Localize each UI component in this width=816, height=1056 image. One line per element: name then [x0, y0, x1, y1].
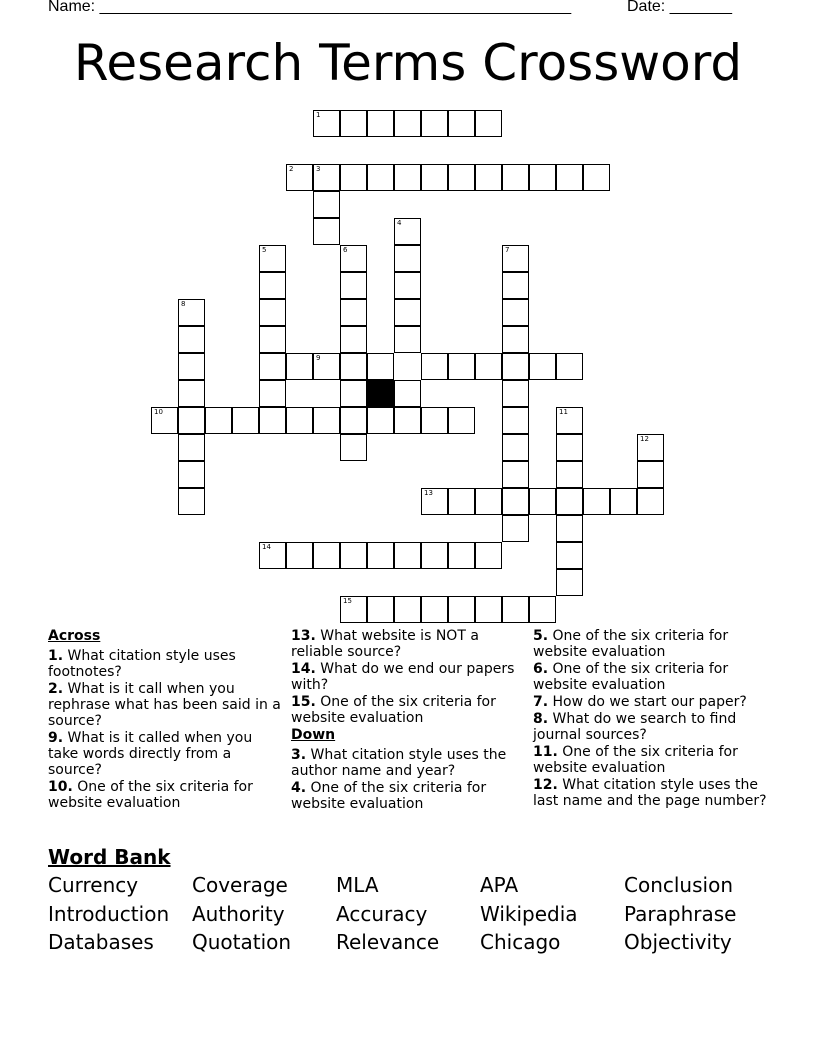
crossword-cell[interactable]	[610, 488, 637, 515]
clue-number: 13.	[291, 628, 316, 644]
crossword-cell[interactable]	[340, 164, 367, 191]
crossword-cell[interactable]	[421, 407, 448, 434]
crossword-cell[interactable]	[394, 380, 421, 407]
clue-number: 11.	[533, 744, 558, 760]
crossword-cell[interactable]	[178, 434, 205, 461]
crossword-cell[interactable]	[448, 488, 475, 515]
word-bank-item: Objectivity	[624, 930, 732, 954]
clue-text: What citation style uses the author name and year?	[291, 747, 507, 779]
clues-column-3	[533, 628, 769, 810]
clue-text: One of the six criteria for website evaluation	[533, 628, 729, 660]
crossword-cell[interactable]	[259, 542, 286, 569]
clue-number: 7.	[533, 694, 549, 710]
clue-down	[533, 628, 769, 660]
clue-number-label: 10	[154, 408, 163, 416]
clue-text: What website is NOT a reliable source?	[291, 628, 479, 660]
crossword-cell[interactable]	[259, 245, 286, 272]
clue-down	[533, 694, 769, 710]
crossword-cell[interactable]	[421, 110, 448, 137]
crossword-cell[interactable]	[178, 299, 205, 326]
crossword-cell[interactable]	[448, 353, 475, 380]
crossword-cell[interactable]	[529, 353, 556, 380]
clue-text: What citation style uses footnotes?	[48, 648, 236, 680]
clue-down	[291, 780, 527, 812]
crossword-cell[interactable]	[502, 488, 529, 515]
crossword-cell[interactable]	[394, 110, 421, 137]
crossword-cell[interactable]	[421, 542, 448, 569]
crossword-cell[interactable]	[367, 407, 394, 434]
crossword-cell[interactable]	[502, 245, 529, 272]
crossword-cell[interactable]	[556, 488, 583, 515]
clue-text: How do we start our paper?	[552, 694, 747, 710]
word-bank-item: Paraphrase	[624, 902, 737, 926]
clue-text: What do we end our papers with?	[291, 661, 515, 693]
clue-number-label: 6	[343, 246, 348, 254]
clue-across	[291, 628, 527, 660]
crossword-cell[interactable]	[340, 353, 367, 380]
word-bank-item: Relevance	[336, 930, 440, 954]
crossword-cell[interactable]	[529, 488, 556, 515]
crossword-cell[interactable]	[448, 596, 475, 623]
clue-number: 4.	[291, 780, 307, 796]
clue-number-label: 1	[316, 111, 321, 119]
crossword-cell[interactable]	[394, 299, 421, 326]
crossword-cell[interactable]	[205, 407, 232, 434]
clue-text: What is it call when you rephrase what has been said in a source?	[48, 681, 281, 729]
clue-number: 9.	[48, 730, 64, 746]
clue-number: 5.	[533, 628, 549, 644]
crossword-cell[interactable]	[475, 164, 502, 191]
word-bank-item: Introduction	[48, 902, 170, 926]
crossword-cell[interactable]	[583, 488, 610, 515]
crossword-cell[interactable]	[475, 488, 502, 515]
clue-down	[291, 747, 527, 779]
word-bank-item: Currency	[48, 873, 139, 897]
date-field-label: Date: _______	[627, 0, 732, 15]
crossword-cell[interactable]	[340, 110, 367, 137]
crossword-cell[interactable]	[583, 164, 610, 191]
clue-number-label: 9	[316, 354, 321, 362]
clue-text: One of the six criteria for website evaluation	[48, 779, 253, 811]
crossword-cell[interactable]	[178, 353, 205, 380]
crossword-cell[interactable]	[502, 596, 529, 623]
clue-number-label: 2	[289, 165, 294, 173]
crossword-cell[interactable]	[394, 326, 421, 353]
clue-number: 3.	[291, 747, 307, 763]
word-bank-item: Conclusion	[624, 873, 733, 897]
crossword-cell[interactable]	[502, 461, 529, 488]
crossword-cell[interactable]	[502, 299, 529, 326]
crossword-cell[interactable]	[259, 380, 286, 407]
crossword-cell[interactable]	[367, 353, 394, 380]
crossword-cell[interactable]	[340, 596, 367, 623]
clue-text: One of the six criteria for website evaluation	[533, 744, 738, 776]
crossword-cell[interactable]	[394, 164, 421, 191]
crossword-black-square	[367, 380, 394, 407]
crossword-cell[interactable]	[394, 245, 421, 272]
word-bank-item: APA	[480, 873, 519, 897]
clue-number-label: 3	[316, 165, 321, 173]
clue-number-label: 4	[397, 219, 402, 227]
crossword-cell[interactable]	[502, 515, 529, 542]
crossword-cell[interactable]	[556, 569, 583, 596]
crossword-cell[interactable]	[394, 407, 421, 434]
crossword-cell[interactable]	[367, 110, 394, 137]
word-bank-item: Chicago	[480, 930, 561, 954]
clue-text: One of the six criteria for website evaluation	[291, 780, 487, 812]
down-heading: Down	[291, 727, 336, 743]
crossword-cell[interactable]	[340, 272, 367, 299]
crossword-cell[interactable]	[286, 542, 313, 569]
crossword-cell[interactable]	[394, 542, 421, 569]
crossword-cell[interactable]	[340, 407, 367, 434]
clue-down	[533, 661, 769, 693]
crossword-cell[interactable]	[421, 488, 448, 515]
clue-number: 12.	[533, 777, 558, 793]
crossword-cell[interactable]	[340, 299, 367, 326]
clue-number-label: 5	[262, 246, 267, 254]
clue-number: 8.	[533, 711, 549, 727]
clue-number: 15.	[291, 694, 316, 710]
crossword-cell[interactable]	[502, 353, 529, 380]
crossword-cell[interactable]	[259, 353, 286, 380]
crossword-cell[interactable]	[259, 407, 286, 434]
crossword-cell[interactable]	[313, 542, 340, 569]
crossword-cell[interactable]	[178, 380, 205, 407]
clue-text: One of the six criteria for website evaluation	[291, 694, 496, 726]
crossword-cell[interactable]	[367, 542, 394, 569]
clue-across	[48, 779, 284, 811]
crossword-cell[interactable]	[313, 407, 340, 434]
clue-number-label: 13	[424, 489, 433, 497]
crossword-cell[interactable]	[475, 542, 502, 569]
crossword-cell[interactable]	[475, 353, 502, 380]
crossword-cell[interactable]	[394, 218, 421, 245]
crossword-cell[interactable]	[340, 380, 367, 407]
crossword-cell[interactable]	[448, 110, 475, 137]
crossword-cell[interactable]	[313, 110, 340, 137]
crossword-cell[interactable]	[340, 542, 367, 569]
crossword-cell[interactable]	[286, 407, 313, 434]
clue-across	[48, 681, 284, 729]
clue-number: 2.	[48, 681, 64, 697]
clue-number: 6.	[533, 661, 549, 677]
crossword-cell[interactable]	[313, 191, 340, 218]
clue-number-label: 11	[559, 408, 568, 416]
crossword-cell[interactable]	[178, 326, 205, 353]
crossword-cell[interactable]	[367, 596, 394, 623]
crossword-cell[interactable]	[502, 272, 529, 299]
crossword-cell[interactable]	[556, 515, 583, 542]
crossword-cell[interactable]	[367, 164, 394, 191]
crossword-cell[interactable]	[259, 272, 286, 299]
crossword-cell[interactable]	[637, 461, 664, 488]
clue-down	[533, 777, 769, 809]
clues-column-1	[48, 628, 284, 812]
clue-down	[533, 744, 769, 776]
clue-number-label: 14	[262, 543, 271, 551]
crossword-cell[interactable]	[259, 299, 286, 326]
crossword-cell[interactable]	[556, 164, 583, 191]
crossword-cell[interactable]	[502, 164, 529, 191]
word-bank-item: Quotation	[192, 930, 292, 954]
page-title: Research Terms Crossword	[73, 34, 743, 92]
across-heading: Across	[48, 628, 101, 644]
crossword-cell[interactable]	[421, 164, 448, 191]
crossword-cell[interactable]	[394, 272, 421, 299]
crossword-cell[interactable]	[259, 326, 286, 353]
crossword-cell[interactable]	[340, 245, 367, 272]
crossword-cell[interactable]	[448, 164, 475, 191]
word-bank-item: MLA	[336, 873, 379, 897]
crossword-cell[interactable]	[637, 488, 664, 515]
crossword-cell[interactable]	[448, 542, 475, 569]
crossword-cell[interactable]	[502, 407, 529, 434]
clue-text: One of the six criteria for website evaluation	[533, 661, 729, 693]
crossword-cell[interactable]	[421, 596, 448, 623]
crossword-cell[interactable]	[313, 353, 340, 380]
clue-across	[48, 730, 284, 778]
clue-number-label: 15	[343, 597, 352, 605]
word-bank-item: Coverage	[192, 873, 288, 897]
crossword-cell[interactable]	[556, 434, 583, 461]
crossword-cell[interactable]	[313, 164, 340, 191]
crossword-cell[interactable]	[394, 596, 421, 623]
crossword-cell[interactable]	[556, 407, 583, 434]
crossword-cell[interactable]	[178, 461, 205, 488]
crossword-cell[interactable]	[502, 434, 529, 461]
clue-down	[533, 711, 769, 743]
crossword-cell[interactable]	[502, 326, 529, 353]
clue-text: What citation style uses the last name and the page number?	[533, 777, 767, 809]
crossword-cell[interactable]	[556, 461, 583, 488]
word-bank-item: Authority	[192, 902, 285, 926]
clue-number-label: 7	[505, 246, 510, 254]
crossword-cell[interactable]	[529, 164, 556, 191]
word-bank-item: Wikipedia	[480, 902, 578, 926]
clues-column-2	[291, 628, 527, 813]
crossword-cell[interactable]	[232, 407, 259, 434]
crossword-cell[interactable]	[475, 596, 502, 623]
crossword-cell[interactable]	[556, 353, 583, 380]
crossword-cell[interactable]	[502, 380, 529, 407]
clue-across	[291, 694, 527, 726]
clue-number: 1.	[48, 648, 64, 664]
crossword-cell[interactable]	[286, 164, 313, 191]
clue-number-label: 8	[181, 300, 186, 308]
clue-across	[48, 648, 284, 680]
crossword-cell[interactable]	[178, 407, 205, 434]
crossword-cell[interactable]	[340, 326, 367, 353]
crossword-cell[interactable]	[340, 434, 367, 461]
clue-text: What is it called when you take words directly from a source?	[48, 730, 253, 778]
clue-number: 10.	[48, 779, 73, 795]
word-bank-item: Databases	[48, 930, 154, 954]
crossword-cell[interactable]	[556, 542, 583, 569]
crossword-cell[interactable]	[151, 407, 178, 434]
crossword-cell[interactable]	[637, 434, 664, 461]
word-bank-item: Accuracy	[336, 902, 428, 926]
clue-number: 14.	[291, 661, 316, 677]
crossword-cell[interactable]	[286, 353, 313, 380]
clue-across	[291, 661, 527, 693]
crossword-cell[interactable]	[529, 596, 556, 623]
clue-number-label: 12	[640, 435, 649, 443]
clue-text: What do we search to find journal sources?	[533, 711, 737, 743]
name-field-label: Name: _____________________________________________________	[48, 0, 572, 15]
crossword-cell[interactable]	[313, 218, 340, 245]
crossword-cell[interactable]	[178, 488, 205, 515]
crossword-cell[interactable]	[421, 353, 448, 380]
crossword-cell[interactable]	[475, 110, 502, 137]
crossword-cell[interactable]	[448, 407, 475, 434]
word-bank-heading: Word Bank	[48, 845, 171, 869]
